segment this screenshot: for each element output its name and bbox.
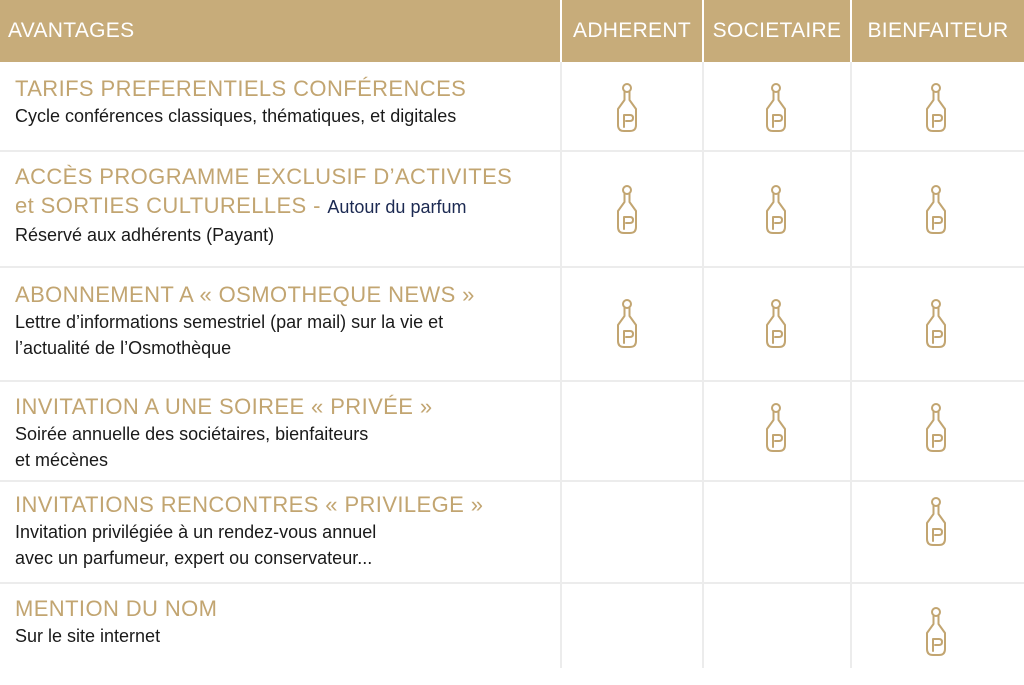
header-societaire: SOCIETAIRE bbox=[712, 19, 842, 42]
header-bienfaiteur: BIENFAITEUR bbox=[867, 19, 1009, 42]
row-title: ACCÈS PROGRAMME EXCLUSIF D’ACTIVITES bbox=[15, 164, 513, 189]
row-title-line2: et SORTIES CULTURELLES - bbox=[15, 193, 321, 218]
perfume-bottle-icon bbox=[920, 496, 952, 548]
table-row bbox=[0, 268, 1024, 380]
row-title: INVITATIONS RENCONTRES « PRIVILEGE » bbox=[15, 492, 484, 517]
header-adherent: ADHERENT bbox=[573, 19, 691, 42]
row-description: Invitation privilégiée à un rendez-vous annuel bbox=[15, 522, 377, 542]
row-description: l’actualité de l’Osmothèque bbox=[15, 338, 232, 358]
row-description: avec un parfumeur, expert ou conservateur... bbox=[15, 548, 373, 568]
perfume-bottle-icon bbox=[920, 402, 952, 454]
perfume-bottle-icon bbox=[611, 82, 643, 134]
row-title: ABONNEMENT A « OSMOTHEQUE NEWS » bbox=[15, 282, 475, 307]
row-description: Réservé aux adhérents (Payant) bbox=[15, 225, 275, 245]
perfume-bottle-icon bbox=[920, 82, 952, 134]
table-row bbox=[0, 62, 1024, 150]
perfume-bottle-icon bbox=[611, 298, 643, 350]
table-row bbox=[0, 584, 1024, 668]
row-description: Soirée annuelle des sociétaires, bienfaiteurs bbox=[15, 424, 369, 444]
perfume-bottle-icon bbox=[760, 402, 792, 454]
row-description: Lettre d’informations semestriel (par mail) sur la vie et bbox=[15, 312, 444, 332]
perfume-bottle-icon bbox=[760, 184, 792, 236]
row-description: Cycle conférences classiques, thématiques, et digitales bbox=[15, 106, 457, 126]
row-title: MENTION DU NOM bbox=[15, 596, 218, 621]
row-title-extra: Autour du parfum bbox=[327, 197, 467, 217]
perfume-bottle-icon bbox=[920, 184, 952, 236]
perfume-bottle-icon bbox=[611, 184, 643, 236]
table-header bbox=[0, 0, 1024, 62]
row-title: TARIFS PREFERENTIELS CONFÉRENCES bbox=[15, 76, 467, 101]
table-row bbox=[0, 382, 1024, 480]
table-row bbox=[0, 482, 1024, 582]
table-row bbox=[0, 152, 1024, 266]
perfume-bottle-icon bbox=[760, 298, 792, 350]
perfume-bottle-icon bbox=[760, 82, 792, 134]
perfume-bottle-icon bbox=[920, 606, 952, 658]
header-avantages: AVANTAGES bbox=[8, 19, 135, 42]
perfume-bottle-icon bbox=[920, 298, 952, 350]
row-title: INVITATION A UNE SOIREE « PRIVÉE » bbox=[15, 394, 433, 419]
row-description: Sur le site internet bbox=[15, 626, 161, 646]
row-description: et mécènes bbox=[15, 450, 109, 470]
